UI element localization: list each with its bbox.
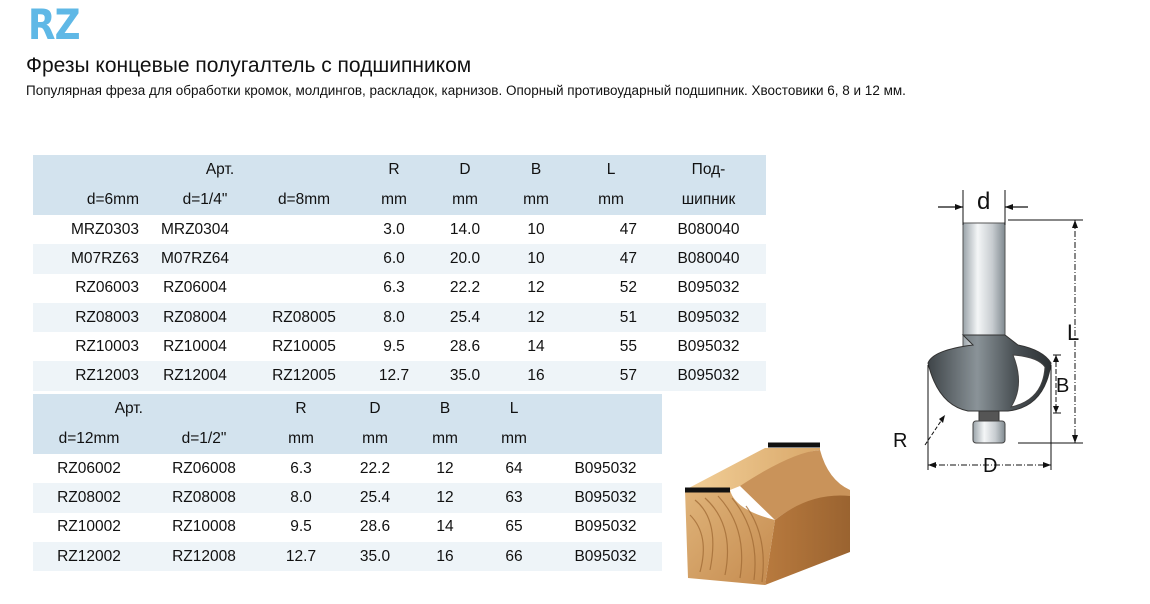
table-cell: 25.4 — [339, 483, 411, 512]
header-cell: R — [263, 394, 339, 424]
table-cell: 22.2 — [359, 459, 391, 477]
table-cell: B095032 — [677, 279, 740, 297]
table-cell: 3.0 — [383, 220, 405, 238]
header-cell: Арт. — [141, 155, 249, 185]
table-cell: 14 — [527, 337, 545, 355]
table-cell: B095032 — [549, 483, 662, 512]
header-cell: шипник — [651, 185, 766, 215]
table-cell: RZ10002 — [57, 518, 121, 536]
header-cell: D — [429, 155, 501, 185]
table-cell: B095032 — [574, 459, 637, 477]
table-cell: 35.0 — [339, 542, 411, 571]
header-cell — [145, 394, 263, 424]
spec-table-large-shank — [33, 394, 662, 571]
table-row — [33, 542, 662, 571]
table-cell: 8.0 — [359, 303, 429, 332]
dim-label-R: R — [893, 430, 908, 452]
table-cell: 47 — [619, 220, 637, 238]
header-cell: L — [479, 394, 549, 424]
table-cell: RZ06008 — [172, 459, 236, 477]
header-cell — [549, 424, 662, 454]
table-cell: RZ10003 — [75, 337, 139, 355]
table-cell: 14 — [436, 518, 454, 536]
table-cell: 12 — [501, 303, 571, 332]
table-cell: 10 — [501, 244, 571, 273]
table-cell: 20.0 — [429, 244, 501, 273]
table-row — [33, 454, 662, 483]
header-cell: d=1/2" — [145, 424, 263, 454]
table-row — [33, 244, 766, 273]
table-cell: 47 — [571, 244, 651, 273]
table-cell: B095032 — [651, 361, 766, 390]
table-cell: 64 — [505, 459, 523, 477]
header-cell: L — [571, 155, 651, 185]
table-cell: RZ10008 — [172, 518, 236, 536]
table-cell: 14.0 — [449, 220, 481, 238]
table-cell: 25.4 — [429, 303, 501, 332]
header-cell: D — [339, 394, 411, 424]
table-cell: 57 — [571, 361, 651, 390]
table-cell: 8.0 — [263, 483, 339, 512]
bit-bearing-collar — [979, 411, 999, 421]
header-cell: B — [501, 155, 571, 185]
header-cell: mm — [263, 424, 339, 454]
table-cell: 12 — [436, 459, 454, 477]
header-cell — [33, 155, 141, 185]
table-cell: RZ12004 — [141, 361, 249, 390]
table-header-row — [33, 424, 662, 454]
table-cell — [249, 274, 359, 303]
page-subtitle: Популярная фреза для обработки кромок, молдингов, раскладок, карнизов. Опорный противоударный подшипник. Хвостовики 6, 8 и 12 мм. — [26, 83, 906, 98]
header-cell: mm — [411, 424, 479, 454]
header-cell — [549, 394, 662, 424]
header-cell: mm — [339, 424, 411, 454]
header-cell: Арт. — [33, 394, 145, 424]
table-header-row — [33, 185, 766, 215]
table-cell: RZ06002 — [57, 459, 121, 477]
table-cell: RZ10004 — [163, 337, 227, 355]
table-cell: RZ08003 — [33, 303, 141, 332]
header-cell: R — [359, 155, 429, 185]
header-cell: d=12mm — [33, 424, 145, 454]
header-cell: Под- — [651, 155, 766, 185]
table-row — [33, 361, 766, 390]
header-cell: mm — [429, 185, 501, 215]
table-row — [33, 274, 766, 303]
table-row — [33, 332, 766, 361]
table-cell: 28.6 — [359, 518, 391, 536]
table-cell: B095032 — [549, 542, 662, 571]
table-cell: B080040 — [677, 220, 740, 238]
header-cell: B — [411, 394, 479, 424]
table-cell: 12 — [411, 483, 479, 512]
wood-profile-illustration — [680, 440, 860, 590]
table-cell: 55 — [619, 337, 637, 355]
spec-table-small-shank — [33, 155, 766, 391]
header-cell: mm — [501, 185, 571, 215]
table-cell: RZ08002 — [33, 483, 145, 512]
table-cell: B095032 — [574, 518, 637, 536]
header-cell: mm — [571, 185, 651, 215]
table-cell: 22.2 — [449, 279, 481, 297]
table-cell: 6.0 — [359, 244, 429, 273]
table-cell: 6.3 — [290, 459, 312, 477]
table-cell: M07RZ63 — [33, 244, 141, 273]
table-cell: 12.7 — [359, 361, 429, 390]
table-cell: M07RZ64 — [141, 244, 249, 273]
table-row — [33, 513, 662, 542]
table-cell: 63 — [479, 483, 549, 512]
header-cell: d=6mm — [33, 185, 141, 215]
table-header-row — [33, 394, 662, 424]
table-cell: 12 — [527, 279, 545, 297]
table-cell: RZ12002 — [33, 542, 145, 571]
table-cell — [249, 215, 359, 244]
table-cell: RZ12008 — [145, 542, 263, 571]
table-cell: RZ06003 — [75, 279, 139, 297]
header-cell: d=1/4" — [141, 185, 249, 215]
table-row — [33, 303, 766, 332]
table-cell — [249, 244, 359, 273]
dim-label-L: L — [1067, 320, 1080, 345]
table-cell: 9.5 — [290, 518, 312, 536]
table-row — [33, 483, 662, 512]
header-cell — [249, 155, 359, 185]
table-cell: 9.5 — [383, 337, 405, 355]
table-cell: 10 — [527, 220, 545, 238]
table-header-row — [33, 155, 766, 185]
table-cell: RZ12005 — [249, 361, 359, 390]
table-cell: B080040 — [651, 244, 766, 273]
header-cell: mm — [479, 424, 549, 454]
table-cell: 66 — [479, 542, 549, 571]
table-cell: 51 — [571, 303, 651, 332]
table-cell: 16 — [501, 361, 571, 390]
table-cell: RZ08004 — [141, 303, 249, 332]
dim-label-d: d — [977, 188, 991, 215]
header-cell: d=8mm — [249, 185, 359, 215]
table-cell: MRZ0304 — [160, 220, 230, 238]
table-row — [33, 215, 766, 244]
table-cell: B095032 — [651, 303, 766, 332]
table-cell: 52 — [619, 279, 637, 297]
table-cell: MRZ0303 — [70, 220, 139, 238]
bit-bearing — [973, 421, 1005, 443]
table-cell: 35.0 — [429, 361, 501, 390]
table-cell: 12.7 — [263, 542, 339, 571]
dim-label-D: D — [983, 455, 998, 477]
router-bit-diagram — [893, 185, 1080, 477]
page-title: Фрезы концевые полугалтель с подшипником — [26, 54, 472, 77]
table-cell: B095032 — [677, 337, 740, 355]
header-cell: mm — [359, 185, 429, 215]
table-cell: RZ06004 — [163, 279, 227, 297]
table-cell: 28.6 — [449, 337, 481, 355]
table-cell: RZ12003 — [33, 361, 141, 390]
table-cell: 65 — [505, 518, 523, 536]
table-cell: RZ08005 — [249, 303, 359, 332]
dim-label-B: B — [1056, 375, 1070, 397]
table-cell: 16 — [411, 542, 479, 571]
table-cell: RZ10005 — [272, 337, 336, 355]
table-cell: 6.3 — [383, 279, 405, 297]
table-cell: RZ08008 — [145, 483, 263, 512]
brand-logo: RZ — [28, 0, 80, 49]
